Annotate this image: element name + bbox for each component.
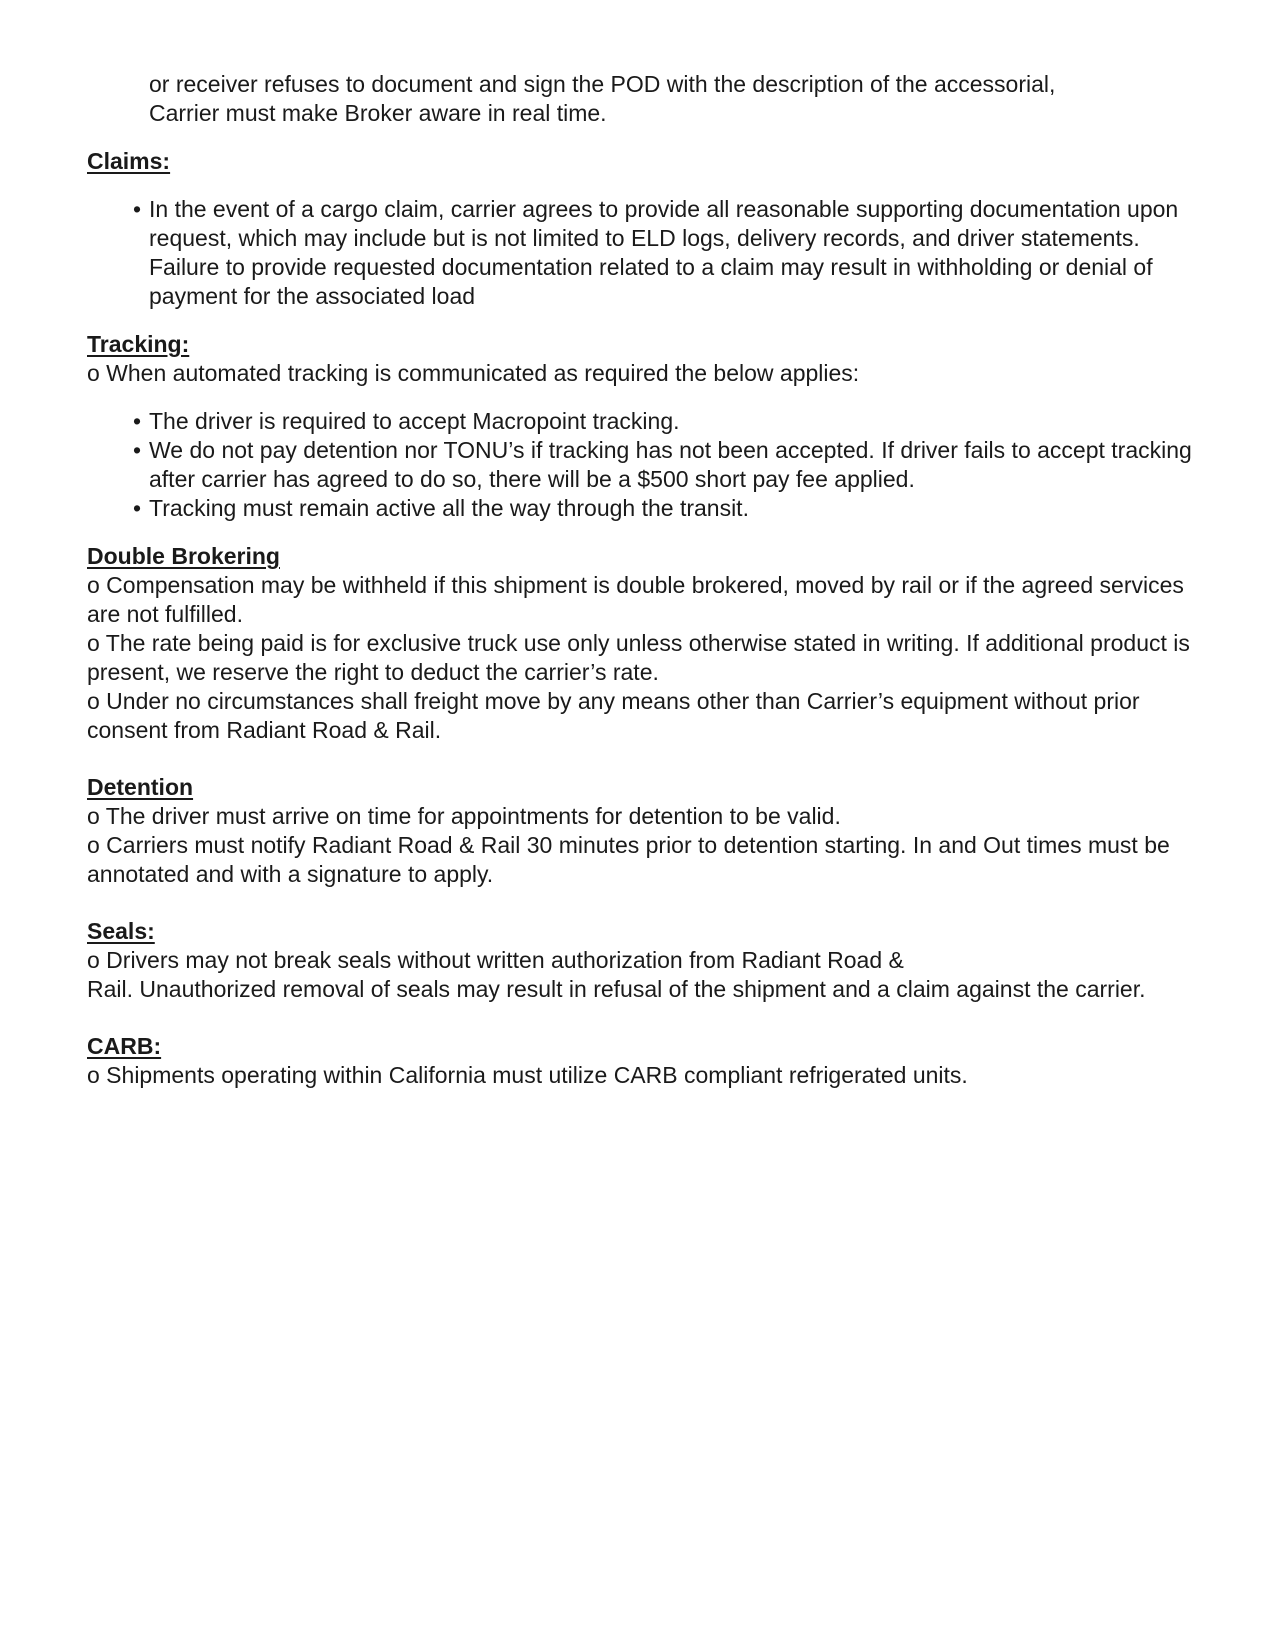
intro-block	[87, 70, 1197, 128]
intro-line: Carrier must make Broker aware in real time.	[149, 100, 607, 126]
tracking-bullet-item	[87, 407, 1197, 436]
claims-section	[87, 147, 1197, 311]
detention-item: o The driver must arrive on time for appointments for detention to be valid.	[87, 803, 841, 829]
tracking-bullet-item	[87, 436, 1197, 494]
claims-list	[87, 195, 1197, 311]
bullet-icon: •	[133, 437, 142, 463]
intro-line: or receiver refuses to document and sign the POD with the description of the accessorial,	[149, 71, 1056, 97]
tracking-list	[87, 407, 1197, 523]
seals-heading: Seals:	[87, 918, 155, 944]
seals-section	[87, 917, 1197, 1004]
tracking-bullet-text: The driver is required to accept Macropoint tracking.	[149, 408, 680, 434]
seals-line: Rail. Unauthorized removal of seals may result in refusal of the shipment and a claim against the carrier.	[87, 976, 1146, 1002]
claims-bullet-text: In the event of a cargo claim, carrier agrees to provide all reasonable supporting documentation upon request, which may include but is not limited to ELD logs, delivery records, and driver statements. Failure to provide requested documentation related to a claim may result in withholding or denial of payment for the associated load	[149, 196, 1179, 309]
double-brokering-item: o Compensation may be withheld if this shipment is double brokered, moved by rail or if the agreed services are not fulfilled.	[87, 572, 1184, 627]
bullet-icon: •	[133, 408, 142, 434]
document-page	[87, 70, 1197, 1090]
tracking-section	[87, 330, 1197, 523]
double-brokering-item: o Under no circumstances shall freight move by any means other than Carrier’s equipment without prior consent from Radiant Road & Rail.	[87, 688, 1140, 743]
seals-line: o Drivers may not break seals without written authorization from Radiant Road &	[87, 947, 904, 973]
tracking-intro: o When automated tracking is communicated as required the below applies:	[87, 360, 860, 386]
detention-item: o Carriers must notify Radiant Road & Rail 30 minutes prior to detention starting. In and Out times must be annotated and with a signature to apply.	[87, 832, 1170, 887]
detention-heading: Detention	[87, 774, 194, 800]
carb-heading: CARB:	[87, 1033, 162, 1059]
double-brokering-heading: Double Brokering	[87, 543, 280, 569]
tracking-bullet-text: We do not pay detention nor TONU’s if tracking has not been accepted. If driver fails to accept tracking after carrier has agreed to do so, there will be a $500 short pay fee applied.	[149, 437, 1192, 492]
carb-section	[87, 1032, 1197, 1090]
tracking-bullet-text: Tracking must remain active all the way through the transit.	[149, 495, 749, 521]
tracking-bullet-item	[87, 494, 1197, 523]
detention-section	[87, 773, 1197, 889]
double-brokering-section	[87, 542, 1197, 745]
bullet-icon: •	[133, 495, 142, 521]
carb-item: o Shipments operating within California must utilize CARB compliant refrigerated units.	[87, 1062, 968, 1088]
bullet-icon: •	[133, 196, 142, 222]
claims-bullet-item	[87, 195, 1197, 311]
claims-heading: Claims:	[87, 148, 171, 174]
double-brokering-item: o The rate being paid is for exclusive truck use only unless otherwise stated in writing. If additional product is present, we reserve the right to deduct the carrier’s rate.	[87, 630, 1190, 685]
tracking-heading: Tracking:	[87, 331, 190, 357]
